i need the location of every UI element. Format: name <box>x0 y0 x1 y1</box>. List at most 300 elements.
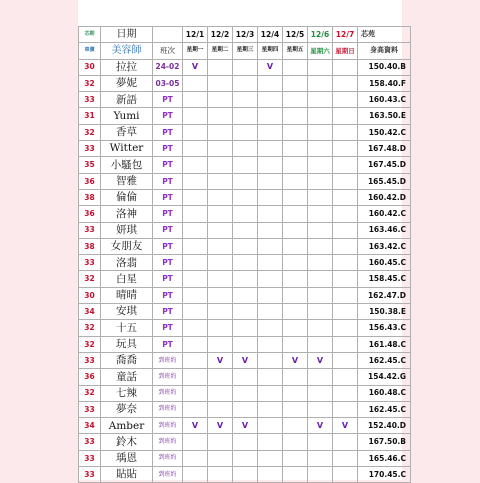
check-cell <box>333 92 358 108</box>
check-cell <box>183 287 208 303</box>
stylist-name: 女朋友 <box>101 238 153 254</box>
stylist-number: 33 <box>79 92 101 108</box>
check-cell <box>233 189 258 205</box>
stylist-name: Yumi <box>101 108 153 124</box>
check-cell <box>233 59 258 75</box>
date-title: 日期 <box>101 27 153 43</box>
stylist-name: 小騷包 <box>101 157 153 173</box>
check-cell <box>308 59 333 75</box>
weekday-cell: 星期六 <box>308 43 333 59</box>
table-row <box>79 287 411 303</box>
check-cell <box>283 434 308 450</box>
table-row <box>79 255 411 271</box>
check-cell <box>283 336 308 352</box>
stylist-name: 倫倫 <box>101 189 153 205</box>
shift-cell: 24-02 <box>153 59 183 75</box>
measurement-cell: 160.45.C <box>358 255 411 271</box>
check-cell <box>283 418 308 434</box>
stylist-name: 鈴木 <box>101 434 153 450</box>
check-cell: V <box>208 418 233 434</box>
stylist-number: 36 <box>79 173 101 189</box>
date-cell: 12/7 <box>333 27 358 43</box>
check-cell <box>333 369 358 385</box>
table-row <box>79 141 411 157</box>
table-row <box>79 173 411 189</box>
shift-cell: 到班約 <box>153 352 183 368</box>
measurement-cell: 156.43.C <box>358 320 411 336</box>
check-cell <box>233 173 258 189</box>
measurement-cell: 165.45.D <box>358 173 411 189</box>
date-cell: 12/1 <box>183 27 208 43</box>
check-cell <box>183 75 208 91</box>
check-cell <box>183 401 208 417</box>
check-cell <box>258 189 283 205</box>
check-cell <box>333 255 358 271</box>
check-cell <box>233 287 258 303</box>
check-cell <box>308 336 333 352</box>
stylist-name: Witter <box>101 141 153 157</box>
measurement-cell: 167.50.B <box>358 434 411 450</box>
shift-cell: PT <box>153 173 183 189</box>
measurements-header: 身高資料 <box>358 43 411 59</box>
check-cell <box>233 206 258 222</box>
check-cell <box>183 141 208 157</box>
table-row <box>79 157 411 173</box>
check-cell <box>208 304 233 320</box>
measurement-cell: 160.42.D <box>358 189 411 205</box>
check-cell <box>208 141 233 157</box>
measurement-cell: 158.45.C <box>358 271 411 287</box>
shift-cell: PT <box>153 255 183 271</box>
table-row <box>79 238 411 254</box>
check-cell <box>183 320 208 336</box>
check-cell <box>333 173 358 189</box>
check-cell <box>308 271 333 287</box>
check-cell <box>308 157 333 173</box>
check-cell <box>233 124 258 140</box>
stylist-number: 33 <box>79 401 101 417</box>
stylist-name: 晴晴 <box>101 287 153 303</box>
measurement-cell: 163.42.C <box>358 238 411 254</box>
check-cell <box>258 467 283 483</box>
table-row <box>79 336 411 352</box>
check-cell <box>308 385 333 401</box>
check-cell <box>183 124 208 140</box>
check-cell <box>333 271 358 287</box>
check-cell <box>308 287 333 303</box>
stylist-number: 34 <box>79 304 101 320</box>
check-cell <box>283 59 308 75</box>
stylist-name: 白星 <box>101 271 153 287</box>
weekday-cell: 星期一 <box>183 43 208 59</box>
check-cell <box>283 141 308 157</box>
table-row <box>79 271 411 287</box>
check-cell <box>208 271 233 287</box>
table-row <box>79 124 411 140</box>
measurement-cell: 158.40.F <box>358 75 411 91</box>
check-cell <box>333 385 358 401</box>
table-row <box>79 108 411 124</box>
stylist-name: 妍琪 <box>101 222 153 238</box>
check-cell <box>183 108 208 124</box>
check-cell <box>283 304 308 320</box>
stylist-number: 32 <box>79 385 101 401</box>
stylist-number: 35 <box>79 157 101 173</box>
check-cell: V <box>208 352 233 368</box>
check-cell <box>258 173 283 189</box>
date-cell: 12/5 <box>283 27 308 43</box>
weekday-cell: 星期日 <box>333 43 358 59</box>
check-cell <box>333 467 358 483</box>
check-cell <box>308 222 333 238</box>
stylist-name: 瑀恩 <box>101 450 153 466</box>
check-cell <box>183 336 208 352</box>
table-row <box>79 401 411 417</box>
check-cell <box>283 189 308 205</box>
measurement-cell: 150.42.C <box>358 124 411 140</box>
check-cell: V <box>233 352 258 368</box>
check-cell: V <box>283 352 308 368</box>
stylist-name: 貼貼 <box>101 467 153 483</box>
check-cell <box>183 385 208 401</box>
check-cell <box>333 141 358 157</box>
shift-cell: 到班約 <box>153 369 183 385</box>
check-cell <box>333 352 358 368</box>
check-cell <box>283 222 308 238</box>
check-cell <box>258 157 283 173</box>
check-cell <box>208 320 233 336</box>
check-cell <box>258 75 283 91</box>
check-cell <box>233 238 258 254</box>
check-cell <box>333 238 358 254</box>
check-cell <box>333 320 358 336</box>
shift-cell: PT <box>153 222 183 238</box>
check-cell <box>283 467 308 483</box>
check-cell <box>258 271 283 287</box>
check-cell <box>308 255 333 271</box>
check-cell: V <box>308 352 333 368</box>
check-cell <box>208 336 233 352</box>
stylist-number: 33 <box>79 467 101 483</box>
measurement-cell: 170.45.C <box>358 467 411 483</box>
measurement-cell: 167.48.D <box>358 141 411 157</box>
measurement-cell: 163.50.E <box>358 108 411 124</box>
check-cell <box>183 434 208 450</box>
stylist-number: 30 <box>79 59 101 75</box>
check-cell <box>233 434 258 450</box>
check-cell <box>308 141 333 157</box>
check-cell <box>258 418 283 434</box>
check-cell <box>308 124 333 140</box>
check-cell: V <box>233 418 258 434</box>
check-cell <box>208 467 233 483</box>
check-cell <box>233 385 258 401</box>
check-cell <box>283 385 308 401</box>
check-cell <box>333 401 358 417</box>
check-cell: V <box>258 59 283 75</box>
check-cell <box>233 255 258 271</box>
check-cell <box>308 401 333 417</box>
shift-cell: 到班約 <box>153 385 183 401</box>
check-cell <box>208 206 233 222</box>
stylist-name: 拉拉 <box>101 59 153 75</box>
table-row <box>79 418 411 434</box>
header-row-weekdays <box>79 43 411 59</box>
check-cell <box>308 92 333 108</box>
check-cell <box>233 92 258 108</box>
shift-cell: PT <box>153 206 183 222</box>
code-label: 車價 <box>79 43 101 59</box>
stylist-name: 新語 <box>101 92 153 108</box>
measurement-cell: 154.42.G <box>358 369 411 385</box>
shift-cell: PT <box>153 157 183 173</box>
check-cell <box>333 222 358 238</box>
check-cell <box>283 173 308 189</box>
stylist-name: 香草 <box>101 124 153 140</box>
date-cell: 12/6 <box>308 27 333 43</box>
check-cell <box>233 369 258 385</box>
table-row <box>79 434 411 450</box>
check-cell <box>308 108 333 124</box>
check-cell: V <box>333 418 358 434</box>
stylist-number: 33 <box>79 255 101 271</box>
check-cell <box>283 206 308 222</box>
check-cell <box>183 255 208 271</box>
check-cell <box>333 206 358 222</box>
check-cell <box>183 304 208 320</box>
check-cell <box>308 450 333 466</box>
check-cell <box>233 75 258 91</box>
check-cell <box>258 304 283 320</box>
check-cell <box>308 320 333 336</box>
check-cell <box>233 336 258 352</box>
check-cell <box>283 271 308 287</box>
check-cell <box>258 320 283 336</box>
table-row <box>79 352 411 368</box>
stylist-name: 夢妮 <box>101 75 153 91</box>
check-cell <box>333 75 358 91</box>
check-cell <box>333 189 358 205</box>
check-cell <box>233 467 258 483</box>
table-row <box>79 385 411 401</box>
date-cell: 12/3 <box>233 27 258 43</box>
date-cell: 12/4 <box>258 27 283 43</box>
check-cell <box>258 238 283 254</box>
shift-cell: 到班約 <box>153 450 183 466</box>
table-row <box>79 92 411 108</box>
header-row-dates <box>79 27 411 43</box>
measurement-cell: 165.46.C <box>358 450 411 466</box>
stylist-name: 洛神 <box>101 206 153 222</box>
check-cell <box>208 238 233 254</box>
stylist-name: 童話 <box>101 369 153 385</box>
stylist-number: 31 <box>79 108 101 124</box>
table-row <box>79 222 411 238</box>
check-cell <box>258 336 283 352</box>
stylist-name: 玩具 <box>101 336 153 352</box>
check-cell <box>233 401 258 417</box>
check-cell: V <box>183 418 208 434</box>
check-cell <box>208 434 233 450</box>
check-cell <box>208 108 233 124</box>
stylist-number: 38 <box>79 189 101 205</box>
check-cell <box>258 352 283 368</box>
check-cell <box>183 157 208 173</box>
measurement-cell: 163.46.C <box>358 222 411 238</box>
check-cell <box>333 157 358 173</box>
check-cell <box>183 189 208 205</box>
check-cell <box>283 369 308 385</box>
check-cell <box>233 450 258 466</box>
check-cell <box>308 75 333 91</box>
shift-cell: PT <box>153 124 183 140</box>
measurement-cell: 162.47.D <box>358 287 411 303</box>
shift-cell: PT <box>153 320 183 336</box>
right-header-label: 芯苑 <box>358 27 411 43</box>
check-cell <box>208 59 233 75</box>
measurement-cell: 160.48.C <box>358 385 411 401</box>
check-cell <box>183 450 208 466</box>
table-row <box>79 450 411 466</box>
check-cell <box>233 304 258 320</box>
shift-cell: PT <box>153 336 183 352</box>
shift-cell: 到班約 <box>153 418 183 434</box>
table-row <box>79 189 411 205</box>
measurement-cell: 161.48.C <box>358 336 411 352</box>
weekday-cell: 星期三 <box>233 43 258 59</box>
check-cell <box>208 92 233 108</box>
date-cell: 12/2 <box>208 27 233 43</box>
weekday-cell: 星期五 <box>283 43 308 59</box>
check-cell <box>183 352 208 368</box>
stylist-number: 36 <box>79 369 101 385</box>
check-cell <box>283 157 308 173</box>
check-cell <box>183 206 208 222</box>
stylist-number: 30 <box>79 287 101 303</box>
stylist-number: 34 <box>79 418 101 434</box>
check-cell <box>258 206 283 222</box>
stylist-number: 38 <box>79 238 101 254</box>
check-cell <box>258 222 283 238</box>
check-cell <box>308 189 333 205</box>
schedule-table <box>78 26 411 483</box>
check-cell <box>233 108 258 124</box>
check-cell <box>283 287 308 303</box>
check-cell <box>283 108 308 124</box>
shift-cell: PT <box>153 108 183 124</box>
shift-cell: PT <box>153 141 183 157</box>
shift-cell: PT <box>153 189 183 205</box>
check-cell <box>183 271 208 287</box>
check-cell <box>208 124 233 140</box>
check-cell <box>333 434 358 450</box>
check-cell <box>283 320 308 336</box>
code-label: 芯期 <box>79 27 101 43</box>
stylist-number: 33 <box>79 352 101 368</box>
check-cell <box>258 255 283 271</box>
stylist-name: 十五 <box>101 320 153 336</box>
check-cell <box>333 304 358 320</box>
shift-cell: PT <box>153 287 183 303</box>
blank-header-cell <box>153 27 183 43</box>
check-cell <box>183 173 208 189</box>
check-cell <box>283 75 308 91</box>
check-cell <box>183 369 208 385</box>
check-cell <box>258 385 283 401</box>
stylist-name: 喬喬 <box>101 352 153 368</box>
check-cell <box>333 108 358 124</box>
check-cell <box>183 467 208 483</box>
check-cell <box>333 124 358 140</box>
check-cell <box>258 92 283 108</box>
check-cell <box>258 450 283 466</box>
shift-cell: 到班約 <box>153 467 183 483</box>
table-row <box>79 206 411 222</box>
check-cell <box>208 189 233 205</box>
stylist-title: 美容師 <box>101 43 153 59</box>
check-cell <box>258 401 283 417</box>
check-cell <box>233 157 258 173</box>
stylist-number: 33 <box>79 450 101 466</box>
check-cell <box>258 141 283 157</box>
check-cell <box>333 336 358 352</box>
check-cell <box>258 434 283 450</box>
check-cell <box>308 173 333 189</box>
measurement-cell: 160.42.C <box>358 206 411 222</box>
stylist-number: 33 <box>79 434 101 450</box>
check-cell <box>283 450 308 466</box>
table-row <box>79 59 411 75</box>
measurement-cell: 160.43.C <box>358 92 411 108</box>
check-cell <box>208 222 233 238</box>
check-cell <box>308 206 333 222</box>
check-cell <box>283 255 308 271</box>
shift-cell: 到班約 <box>153 401 183 417</box>
check-cell <box>208 401 233 417</box>
stylist-name: 七辣 <box>101 385 153 401</box>
table-row <box>79 320 411 336</box>
check-cell <box>308 467 333 483</box>
check-cell <box>208 450 233 466</box>
check-cell <box>308 304 333 320</box>
shift-label: 班次 <box>153 43 183 59</box>
check-cell <box>208 369 233 385</box>
shift-cell: 03-05 <box>153 75 183 91</box>
measurement-cell: 150.38.E <box>358 304 411 320</box>
check-cell <box>283 92 308 108</box>
stylist-name: 智雅 <box>101 173 153 189</box>
check-cell <box>283 401 308 417</box>
stylist-number: 32 <box>79 271 101 287</box>
check-cell <box>283 124 308 140</box>
check-cell: V <box>183 59 208 75</box>
shift-cell: PT <box>153 92 183 108</box>
table-row <box>79 467 411 483</box>
check-cell <box>208 157 233 173</box>
stylist-number: 33 <box>79 222 101 238</box>
stylist-number: 36 <box>79 206 101 222</box>
measurement-cell: 152.40.D <box>358 418 411 434</box>
check-cell <box>258 369 283 385</box>
stylist-name: Amber <box>101 418 153 434</box>
check-cell <box>333 59 358 75</box>
check-cell <box>208 255 233 271</box>
check-cell <box>208 173 233 189</box>
check-cell <box>308 434 333 450</box>
check-cell <box>183 222 208 238</box>
stylist-name: 安琪 <box>101 304 153 320</box>
stylist-number: 32 <box>79 320 101 336</box>
